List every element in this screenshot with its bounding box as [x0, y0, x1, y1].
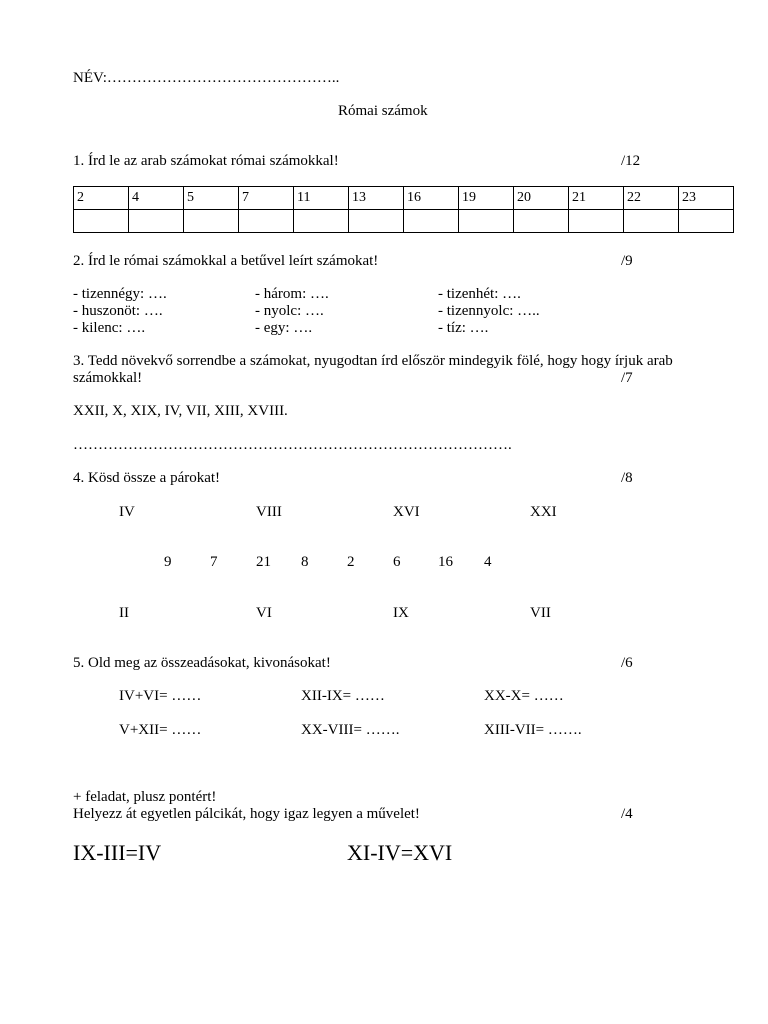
answer-cell[interactable] [679, 210, 734, 233]
table-cell: 13 [349, 187, 404, 210]
bonus-title: + feladat, plusz pontért! [73, 789, 217, 805]
pair-number: 21 [256, 554, 271, 570]
answer-cell[interactable] [514, 210, 569, 233]
list-item: - tizenhét: …. [438, 286, 521, 302]
bonus-text: Helyezz át egyetlen pálcikát, hogy igaz legyen a művelet! [73, 806, 420, 822]
pair-number: 2 [347, 554, 355, 570]
task3-numbers: XXII, X, XIX, IV, VII, XIII, XVIII. [73, 403, 288, 419]
task3-answer-line: ……………………………………………………………………………. [73, 437, 512, 453]
task4-text: 4. Kösd össze a párokat! [73, 470, 221, 486]
pair-number: 7 [210, 554, 218, 570]
table-row-numbers [74, 187, 734, 210]
task3-text-line2: számokkal! [73, 370, 143, 386]
answer-cell[interactable] [239, 210, 294, 233]
name-line: NÉV:……………………………………….. [73, 70, 340, 86]
matchstick-equation: IX-III=IV [73, 840, 162, 865]
answer-cell[interactable] [569, 210, 624, 233]
list-item: - egy: …. [255, 320, 313, 336]
pair-bottom-item: II [119, 605, 129, 621]
task2-text: 2. Írd le római számokkal a betűvel leírt számokat! [73, 253, 379, 269]
table-cell: 16 [404, 187, 459, 210]
pair-number: 9 [164, 554, 172, 570]
list-item: - tíz: …. [438, 320, 489, 336]
pair-top-item: XVI [393, 504, 420, 520]
task1-points: /12 [621, 153, 641, 169]
pair-bottom-item: VII [530, 605, 551, 621]
pair-number: 8 [301, 554, 309, 570]
pair-top-item: XXI [530, 504, 557, 520]
task5-text: 5. Old meg az összeadásokat, kivonásokat! [73, 655, 331, 671]
answer-cell[interactable] [184, 210, 239, 233]
pair-top-item: VIII [256, 504, 282, 520]
list-item: - nyolc: …. [255, 303, 324, 319]
table-cell: 2 [74, 187, 129, 210]
list-item: - három: …. [255, 286, 329, 302]
pair-number: 4 [484, 554, 492, 570]
answer-cell[interactable] [129, 210, 184, 233]
list-item: - kilenc: …. [73, 320, 146, 336]
math-exercise: V+XII= …… [119, 722, 202, 738]
answer-cell[interactable] [404, 210, 459, 233]
table-cell: 5 [184, 187, 239, 210]
math-exercise: XX-X= …… [484, 688, 564, 704]
pair-number: 6 [393, 554, 401, 570]
math-exercise: XX-VIII= ……. [301, 722, 400, 738]
list-item: - tizennyolc: ….. [438, 303, 540, 319]
list-item: - tizennégy: …. [73, 286, 167, 302]
table-row-answers [74, 210, 734, 233]
table-cell: 21 [569, 187, 624, 210]
arabic-numbers-table [73, 186, 734, 233]
math-exercise: IV+VI= …… [119, 688, 202, 704]
task3-text-line1: 3. Tedd növekvő sorrendbe a számokat, nyugodtan írd először mindegyik fölé, hogy hogy írjuk arab [73, 353, 673, 369]
answer-cell[interactable] [294, 210, 349, 233]
task4-points: /8 [621, 470, 633, 486]
answer-cell[interactable] [349, 210, 404, 233]
list-item: - huszonöt: …. [73, 303, 163, 319]
answer-cell[interactable] [459, 210, 514, 233]
table-cell: 20 [514, 187, 569, 210]
table-cell: 23 [679, 187, 734, 210]
table-cell: 7 [239, 187, 294, 210]
pair-number: 16 [438, 554, 453, 570]
table-cell: 22 [624, 187, 679, 210]
answer-cell[interactable] [74, 210, 129, 233]
pair-bottom-item: VI [256, 605, 272, 621]
page-title: Római számok [338, 103, 428, 119]
math-exercise: XIII-VII= ……. [484, 722, 582, 738]
math-exercise: XII-IX= …… [301, 688, 385, 704]
pair-top-item: IV [119, 504, 135, 520]
task3-points: /7 [621, 370, 633, 386]
answer-cell[interactable] [624, 210, 679, 233]
pair-bottom-item: IX [393, 605, 409, 621]
table-cell: 4 [129, 187, 184, 210]
bonus-points: /4 [621, 806, 633, 822]
table-cell: 11 [294, 187, 349, 210]
table-cell: 19 [459, 187, 514, 210]
task5-points: /6 [621, 655, 633, 671]
matchstick-equation: XI-IV=XVI [347, 840, 453, 865]
task2-points: /9 [621, 253, 633, 269]
task1-text: 1. Írd le az arab számokat római számokkal! [73, 153, 339, 169]
